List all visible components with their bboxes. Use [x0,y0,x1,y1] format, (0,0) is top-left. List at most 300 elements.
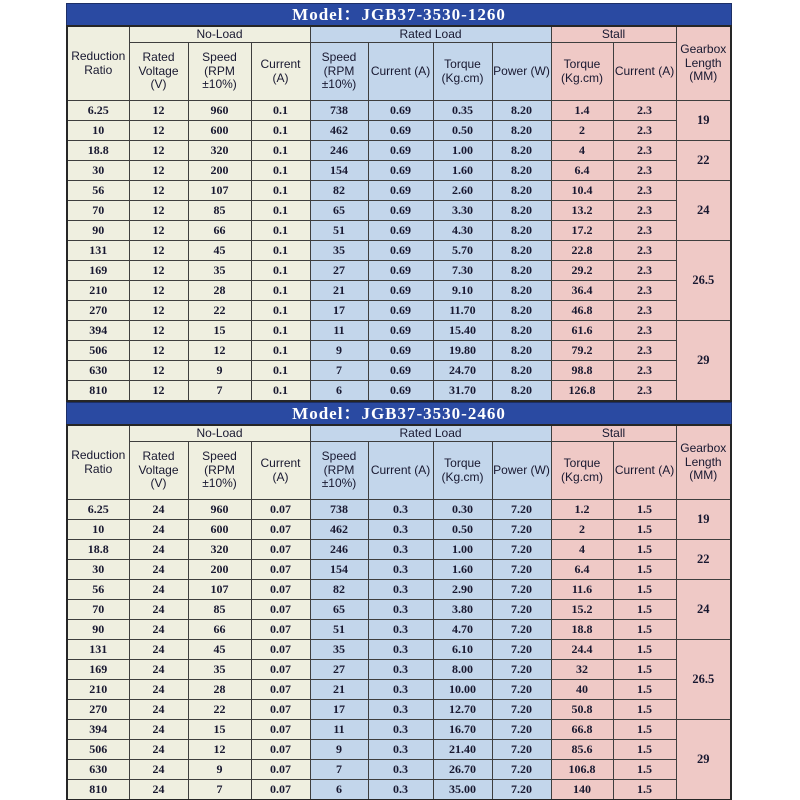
reduction-ratio-header: Reduction Ratio [67,26,129,101]
no-load-current-cell: 0.1 [251,201,310,221]
rated-torque-cell: 11.70 [433,301,492,321]
table-row [67,381,731,402]
rated-voltage-cell: 12 [129,201,188,221]
rated-current-cell: 0.3 [368,760,433,780]
rated-speed-cell: 246 [310,141,368,161]
table-row [67,760,731,780]
reduction-ratio-header: Reduction Ratio [67,425,129,500]
table-row [67,141,731,161]
rated-current-header: Current (A) [368,442,433,500]
no-load-current-cell: 0.07 [251,680,310,700]
reduction-ratio-cell: 56 [67,181,129,201]
no-load-current-cell: 0.1 [251,101,310,121]
rated-current-cell: 0.69 [368,321,433,341]
rated-voltage-cell: 24 [129,720,188,740]
rated-power-cell: 7.20 [492,700,551,720]
model-block-2460 [66,402,732,800]
no-load-current-cell: 0.1 [251,361,310,381]
stall-current-cell: 1.5 [613,560,676,580]
table-row [67,560,731,580]
reduction-ratio-cell: 70 [67,201,129,221]
no-load-current-cell: 0.07 [251,500,310,520]
rated-torque-cell: 35.00 [433,780,492,800]
rated-voltage-cell: 24 [129,500,188,520]
rated-voltage-cell: 24 [129,580,188,600]
rated-voltage-cell: 12 [129,121,188,141]
rated-voltage-cell: 12 [129,141,188,161]
no-load-speed-cell: 320 [188,540,251,560]
reduction-ratio-cell: 10 [67,520,129,540]
rated-speed-cell: 82 [310,181,368,201]
no-load-speed-cell: 15 [188,720,251,740]
gearbox-length-header: Gearbox Length (MM) [676,425,731,500]
rated-speed-cell: 154 [310,161,368,181]
rated-voltage-cell: 12 [129,241,188,261]
no-load-current-cell: 0.07 [251,640,310,660]
stall-current-cell: 2.3 [613,341,676,361]
rated-power-header: Power (W) [492,442,551,500]
rated-torque-cell: 3.30 [433,201,492,221]
no-load-current-cell: 0.07 [251,660,310,680]
table-row [67,680,731,700]
no-load-current-cell: 0.1 [251,241,310,261]
reduction-ratio-cell: 394 [67,321,129,341]
rated-current-cell: 0.3 [368,740,433,760]
reduction-ratio-cell: 90 [67,620,129,640]
stall-current-cell: 2.3 [613,201,676,221]
table-row [67,281,731,301]
stall-torque-cell: 22.8 [551,241,613,261]
stall-current-cell: 2.3 [613,101,676,121]
rated-power-cell: 7.20 [492,760,551,780]
rated-current-cell: 0.69 [368,161,433,181]
reduction-ratio-cell: 70 [67,600,129,620]
rated-speed-cell: 21 [310,680,368,700]
reduction-ratio-cell: 131 [67,640,129,660]
rated-voltage-cell: 24 [129,560,188,580]
no-load-speed-cell: 66 [188,221,251,241]
rated-power-cell: 8.20 [492,101,551,121]
table-row [67,720,731,740]
stall-torque-cell: 15.2 [551,600,613,620]
rated-voltage-cell: 12 [129,101,188,121]
stall-current-cell: 1.5 [613,600,676,620]
stall-current-cell: 1.5 [613,700,676,720]
rated-current-cell: 0.69 [368,221,433,241]
rated-torque-cell: 24.70 [433,361,492,381]
stall-torque-cell: 85.6 [551,740,613,760]
no-load-speed-cell: 960 [188,500,251,520]
rated-speed-cell: 17 [310,700,368,720]
stall-torque-cell: 61.6 [551,321,613,341]
stall-current-cell: 1.5 [613,520,676,540]
gearbox-length-cell: 24 [676,181,731,241]
stall-current-cell: 1.5 [613,540,676,560]
rated-power-cell: 8.20 [492,241,551,261]
rated-voltage-cell: 12 [129,321,188,341]
stall-torque-cell: 10.4 [551,181,613,201]
rated-torque-cell: 12.70 [433,700,492,720]
rated-power-cell: 8.20 [492,381,551,402]
no-load-speed-cell: 12 [188,341,251,361]
stall-current-cell: 2.3 [613,381,676,402]
rated-torque-cell: 26.70 [433,760,492,780]
rated-current-cell: 0.3 [368,520,433,540]
table-row [67,540,731,560]
gearbox-length-header: Gearbox Length (MM) [676,26,731,101]
rated-torque-cell: 6.10 [433,640,492,660]
rated-power-cell: 8.20 [492,161,551,181]
rated-speed-cell: 51 [310,221,368,241]
stall-torque-cell: 6.4 [551,161,613,181]
table-body [67,500,731,800]
rated-power-cell: 7.20 [492,500,551,520]
rated-power-cell: 8.20 [492,261,551,281]
rated-power-cell: 7.20 [492,640,551,660]
rated-power-cell: 8.20 [492,361,551,381]
spec-table-2460 [66,424,732,800]
rated-torque-cell: 0.30 [433,500,492,520]
rated-torque-cell: 7.30 [433,261,492,281]
stall-torque-cell: 4 [551,540,613,560]
rated-voltage-cell: 24 [129,640,188,660]
no-load-speed-cell: 35 [188,660,251,680]
stall-current-cell: 2.3 [613,241,676,261]
gearbox-length-cell: 22 [676,141,731,181]
rated-current-cell: 0.3 [368,560,433,580]
rated-power-cell: 8.20 [492,121,551,141]
table-row [67,201,731,221]
stall-torque-header: Torque (Kg.cm) [551,43,613,101]
stall-torque-cell: 13.2 [551,201,613,221]
rated-current-cell: 0.3 [368,600,433,620]
rated-voltage-cell: 24 [129,540,188,560]
rated-torque-header: Torque (Kg.cm) [433,442,492,500]
no-load-speed-cell: 45 [188,640,251,660]
rated-torque-cell: 0.50 [433,121,492,141]
no-load-current-cell: 0.1 [251,281,310,301]
no-load-speed-cell: 22 [188,301,251,321]
stall-current-cell: 1.5 [613,720,676,740]
table-row [67,660,731,680]
stall-current-cell: 1.5 [613,620,676,640]
stall-current-cell: 1.5 [613,780,676,800]
rated-torque-cell: 9.10 [433,281,492,301]
no-load-current-cell: 0.1 [251,381,310,402]
rated-power-cell: 8.20 [492,181,551,201]
table-row [67,520,731,540]
table-row [67,181,731,201]
spec-table-1260 [66,25,732,402]
rated-voltage-cell: 12 [129,261,188,281]
rated-power-cell: 7.20 [492,600,551,620]
rated-speed-cell: 11 [310,321,368,341]
rated-speed-cell: 11 [310,720,368,740]
stall-torque-cell: 106.8 [551,760,613,780]
rated-speed-cell: 17 [310,301,368,321]
gearbox-length-cell: 19 [676,500,731,540]
rated-current-cell: 0.69 [368,341,433,361]
table-row [67,321,731,341]
stall-torque-cell: 11.6 [551,580,613,600]
rated-voltage-cell: 24 [129,620,188,640]
rated-power-cell: 7.20 [492,680,551,700]
rated-torque-cell: 16.70 [433,720,492,740]
table-row [67,241,731,261]
reduction-ratio-cell: 169 [67,261,129,281]
no-load-current-header: Current (A) [251,43,310,101]
stall-torque-cell: 17.2 [551,221,613,241]
rated-power-cell: 8.20 [492,141,551,161]
no-load-speed-cell: 9 [188,361,251,381]
rated-load-section-header: Rated Load [310,425,551,442]
stall-current-cell: 1.5 [613,740,676,760]
rated-speed-cell: 462 [310,520,368,540]
table-row [67,161,731,181]
no-load-current-cell: 0.1 [251,141,310,161]
no-load-speed-cell: 28 [188,680,251,700]
table-row [67,221,731,241]
rated-voltage-cell: 12 [129,361,188,381]
rated-torque-cell: 1.00 [433,540,492,560]
no-load-current-cell: 0.07 [251,580,310,600]
reduction-ratio-cell: 18.8 [67,141,129,161]
table-row [67,101,731,121]
reduction-ratio-cell: 210 [67,281,129,301]
no-load-speed-cell: 85 [188,201,251,221]
reduction-ratio-cell: 6.25 [67,500,129,520]
rated-current-cell: 0.69 [368,141,433,161]
rated-speed-cell: 27 [310,261,368,281]
rated-power-cell: 7.20 [492,520,551,540]
no-load-current-cell: 0.1 [251,321,310,341]
rated-current-cell: 0.69 [368,261,433,281]
reduction-ratio-cell: 56 [67,580,129,600]
stall-current-cell: 2.3 [613,361,676,381]
no-load-speed-cell: 320 [188,141,251,161]
rated-speed-cell: 6 [310,780,368,800]
stall-torque-cell: 66.8 [551,720,613,740]
no-load-current-cell: 0.1 [251,161,310,181]
rated-power-cell: 7.20 [492,660,551,680]
no-load-speed-cell: 600 [188,121,251,141]
section-header-row [67,425,731,442]
reduction-ratio-cell: 810 [67,780,129,800]
rated-current-cell: 0.3 [368,660,433,680]
table-row [67,500,731,520]
rated-current-header: Current (A) [368,43,433,101]
rated-current-cell: 0.3 [368,640,433,660]
stall-current-cell: 2.3 [613,281,676,301]
rated-voltage-cell: 12 [129,181,188,201]
stall-current-cell: 1.5 [613,660,676,680]
reduction-ratio-cell: 6.25 [67,101,129,121]
column-header-row [67,43,731,101]
stall-current-cell: 1.5 [613,760,676,780]
rated-power-cell: 8.20 [492,221,551,241]
rated-speed-cell: 154 [310,560,368,580]
rated-voltage-cell: 24 [129,600,188,620]
rated-torque-cell: 8.00 [433,660,492,680]
rated-speed-header: Speed (RPM ±10%) [310,43,368,101]
no-load-current-cell: 0.07 [251,620,310,640]
rated-current-cell: 0.69 [368,281,433,301]
table-body [67,101,731,402]
rated-speed-cell: 35 [310,640,368,660]
reduction-ratio-cell: 810 [67,381,129,402]
reduction-ratio-cell: 90 [67,221,129,241]
rated-speed-cell: 462 [310,121,368,141]
stall-torque-cell: 79.2 [551,341,613,361]
stall-current-cell: 2.3 [613,181,676,201]
rated-voltage-cell: 12 [129,221,188,241]
stall-torque-cell: 24.4 [551,640,613,660]
gearbox-length-cell: 19 [676,101,731,141]
rated-current-cell: 0.69 [368,361,433,381]
rated-speed-cell: 35 [310,241,368,261]
no-load-current-cell: 0.1 [251,121,310,141]
no-load-current-cell: 0.07 [251,600,310,620]
rated-voltage-cell: 24 [129,760,188,780]
rated-torque-cell: 19.80 [433,341,492,361]
rated-current-cell: 0.69 [368,181,433,201]
stall-torque-cell: 46.8 [551,301,613,321]
rated-torque-cell: 3.80 [433,600,492,620]
rated-power-cell: 7.20 [492,620,551,640]
rated-power-cell: 8.20 [492,201,551,221]
no-load-speed-header: Speed (RPM ±10%) [188,442,251,500]
no-load-speed-cell: 107 [188,580,251,600]
rated-current-cell: 0.69 [368,101,433,121]
rated-voltage-cell: 24 [129,780,188,800]
rated-speed-cell: 82 [310,580,368,600]
no-load-current-cell: 0.1 [251,221,310,241]
rated-voltage-cell: 12 [129,301,188,321]
no-load-speed-cell: 45 [188,241,251,261]
gearbox-length-cell: 24 [676,580,731,640]
rated-current-cell: 0.3 [368,580,433,600]
table-row [67,580,731,600]
rated-current-cell: 0.3 [368,700,433,720]
no-load-speed-cell: 85 [188,600,251,620]
rated-torque-cell: 0.50 [433,520,492,540]
rated-voltage-cell: 12 [129,341,188,361]
rated-current-cell: 0.69 [368,201,433,221]
reduction-ratio-cell: 30 [67,560,129,580]
no-load-speed-cell: 7 [188,381,251,402]
reduction-ratio-cell: 30 [67,161,129,181]
rated-speed-cell: 738 [310,500,368,520]
rated-speed-cell: 65 [310,600,368,620]
no-load-current-cell: 0.07 [251,520,310,540]
rated-speed-cell: 65 [310,201,368,221]
rated-speed-cell: 9 [310,740,368,760]
rated-torque-header: Torque (Kg.cm) [433,43,492,101]
stall-current-cell: 2.3 [613,261,676,281]
rated-current-cell: 0.69 [368,381,433,402]
rated-voltage-cell: 12 [129,381,188,402]
reduction-ratio-cell: 210 [67,680,129,700]
rated-torque-cell: 21.40 [433,740,492,760]
rated-speed-cell: 27 [310,660,368,680]
stall-section-header: Stall [551,425,676,442]
no-load-speed-cell: 107 [188,181,251,201]
rated-power-cell: 7.20 [492,580,551,600]
no-load-current-cell: 0.1 [251,341,310,361]
rated-power-header: Power (W) [492,43,551,101]
stall-current-cell: 1.5 [613,500,676,520]
rated-torque-cell: 15.40 [433,321,492,341]
table-row [67,261,731,281]
rated-power-cell: 7.20 [492,740,551,760]
reduction-ratio-cell: 394 [67,720,129,740]
table-row [67,640,731,660]
no-load-speed-header: Speed (RPM ±10%) [188,43,251,101]
no-load-current-cell: 0.07 [251,560,310,580]
rated-voltage-cell: 24 [129,700,188,720]
stall-current-cell: 1.5 [613,580,676,600]
no-load-speed-cell: 22 [188,700,251,720]
table-row [67,600,731,620]
reduction-ratio-cell: 169 [67,660,129,680]
stall-torque-cell: 1.2 [551,500,613,520]
stall-current-cell: 1.5 [613,640,676,660]
rated-voltage-header: Rated Voltage (V) [129,442,188,500]
rated-torque-cell: 2.60 [433,181,492,201]
rated-power-cell: 7.20 [492,720,551,740]
rated-speed-header: Speed (RPM ±10%) [310,442,368,500]
rated-torque-cell: 1.00 [433,141,492,161]
stall-torque-cell: 18.8 [551,620,613,640]
no-load-speed-cell: 15 [188,321,251,341]
stall-torque-cell: 36.4 [551,281,613,301]
stall-current-header: Current (A) [613,442,676,500]
rated-torque-cell: 10.00 [433,680,492,700]
rated-speed-cell: 7 [310,361,368,381]
stall-current-cell: 2.3 [613,161,676,181]
reduction-ratio-cell: 630 [67,361,129,381]
model-block-1260 [66,3,732,402]
stall-torque-cell: 4 [551,141,613,161]
stall-torque-cell: 2 [551,520,613,540]
table-row [67,740,731,760]
rated-torque-cell: 0.35 [433,101,492,121]
rated-torque-cell: 2.90 [433,580,492,600]
stall-torque-cell: 50.8 [551,700,613,720]
reduction-ratio-cell: 506 [67,341,129,361]
rated-current-cell: 0.3 [368,620,433,640]
no-load-section-header: No-Load [129,26,310,43]
rated-speed-cell: 9 [310,341,368,361]
table-row [67,301,731,321]
rated-voltage-header: Rated Voltage (V) [129,43,188,101]
no-load-current-cell: 0.1 [251,261,310,281]
stall-torque-cell: 2 [551,121,613,141]
no-load-current-cell: 0.07 [251,760,310,780]
stall-current-cell: 2.3 [613,221,676,241]
table-row [67,341,731,361]
no-load-speed-cell: 200 [188,161,251,181]
rated-current-cell: 0.3 [368,680,433,700]
stall-torque-header: Torque (Kg.cm) [551,442,613,500]
no-load-speed-cell: 66 [188,620,251,640]
table-row [67,121,731,141]
no-load-speed-cell: 200 [188,560,251,580]
rated-torque-cell: 4.70 [433,620,492,640]
rated-speed-cell: 51 [310,620,368,640]
reduction-ratio-cell: 10 [67,121,129,141]
no-load-current-cell: 0.1 [251,181,310,201]
